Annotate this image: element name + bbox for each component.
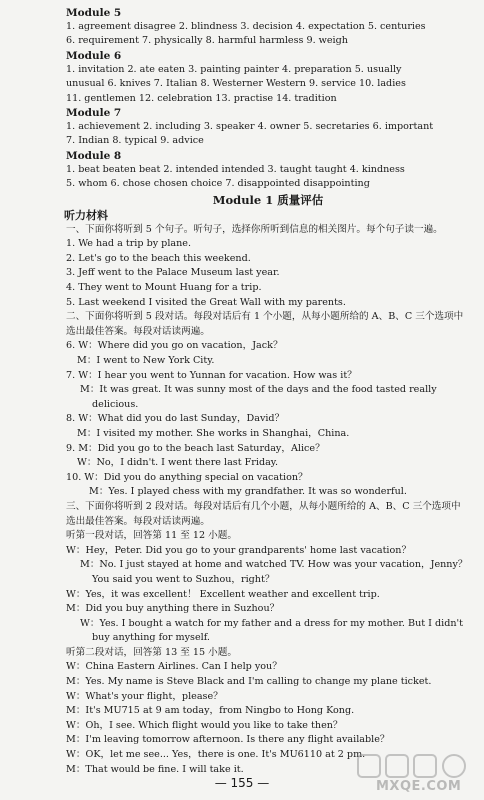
module-heading: Module 8 <box>66 149 122 162</box>
answer-line: unusual 6. knives 7. Italian 8. Westerner Western 9. service 10. ladies <box>66 78 406 90</box>
dialogue-line: 10. W：Did you do anything special on vacation？ <box>66 471 308 483</box>
dialogue-line: 9. M：Did you go to the beach last Saturday，Alice？ <box>66 442 325 454</box>
answer-line: 11. gentlemen 12. celebration 13. practise 14. tradition <box>66 92 337 104</box>
listening-sentence: 5. Last weekend I visited the Great Wall with my parents. <box>66 296 346 308</box>
watermark-logo <box>354 752 474 794</box>
part2-instructions: 二、下面你将听到 5 段对话。每段对话后有 1 个小题，从每小题所给的 A、B、C 三个选项中选出最佳答案。每段对话读两遍。 <box>66 311 464 337</box>
listening-heading: 听力材料 <box>64 208 108 222</box>
dialogue-line: M：Yes. My name is Steve Black and I'm calling to change my plane ticket. <box>66 676 432 688</box>
dialogue-line: W：Oh，I see. Which flight would you like to take then？ <box>66 719 343 731</box>
dialogue-line: W：No，I didn't. I went there last Friday. <box>77 457 278 469</box>
module-7-block <box>66 107 470 149</box>
answer-line: 7. Indian 8. typical 9. advice <box>66 135 204 147</box>
dialogue-line: W：Hey，Peter. Did you go to your grandparents' home last vacation？ <box>66 544 412 556</box>
answer-line: 1. agreement disagree 2. blindness 3. decision 4. expectation 5. centuries <box>66 21 426 32</box>
dialogue-line: M：Yes. I played chess with my grandfather. It was so wonderful. <box>89 486 407 498</box>
answer-line: 1. achievement 2. including 3. speaker 4. owner 5. secretaries 6. important <box>66 121 434 133</box>
module-heading: Module 5 <box>66 7 122 19</box>
dialogue-line: M：That would be fine. I will take it. <box>66 763 244 775</box>
dialogue-line: M：Did you buy anything there in Suzhou？ <box>66 603 280 615</box>
part3-instructions: 三、下面你将听到 2 段对话。每段对话后有几个小题，从每小题所给的 A、B、C 三个选项中选出最佳答案。每段对话读两遍。 <box>66 500 461 527</box>
dialogue-line: W：Yes. I bought a watch for my father and a dress for my mother. But I didn't buy anything for myself. <box>80 617 464 644</box>
module-8-block <box>66 150 470 192</box>
answer-line: 5. whom 6. chose chosen choice 7. disappointed disappointing <box>66 178 370 190</box>
dialogue-line: M：It's MU715 at 9 am today，from Ningbo to Hong Kong. <box>66 705 355 717</box>
listening-sentence: 1. We had a trip by plane. <box>66 238 192 250</box>
page-number: — 155 — <box>214 776 270 790</box>
module-5-block <box>66 7 470 49</box>
dialogue-line: M：It was great. It was sunny most of the days and the food tasted really delicious. <box>80 384 437 410</box>
answer-line: 6. requirement 7. physically 8. harmful harmless 9. weigh <box>66 35 348 47</box>
watermark-text: MXQE.COM <box>376 779 462 794</box>
dialogue-line: M：I went to New York City. <box>77 355 215 366</box>
dialogue-line: W：What's your flight，please？ <box>66 690 223 702</box>
answer-line: 1. invitation 2. ate eaten 3. painting painter 4. preparation 5. usually <box>66 63 402 75</box>
listening-sentence: 4. They went to Mount Huang for a trip. <box>66 282 262 294</box>
dialogue-line: M：No. I just stayed at home and watched TV. How was your vacation，Jenny？You said you went to Suzhou，right？ <box>80 559 468 585</box>
module-6-block <box>66 50 470 106</box>
module-heading: Module 7 <box>66 107 122 120</box>
part1-instructions: 一、下面你将听到 5 个句子。听句子，选择你所听到信息的相关图片。每个句子读一遍。 <box>66 223 443 235</box>
listening-sentence: 3. Jeff went to the Palace Museum last year. <box>66 267 280 279</box>
dialogue-line: W：OK，let me see... Yes，there is one. It's MU6110 at 2 pm. <box>66 749 366 761</box>
dialogue-line: 8. W：What did you do last Sunday，David？ <box>66 413 285 425</box>
dialogue-line: W：China Eastern Airlines. Can I help you？ <box>66 661 282 673</box>
watermark-icon <box>354 752 474 782</box>
listening-sentence: 2. Let's go to the beach this weekend. <box>66 252 251 264</box>
module-heading: Module 6 <box>66 49 122 62</box>
dialogue-line: M：I visited my mother. She works in Shanghai，China. <box>77 427 350 439</box>
dialogue-heading: 听第二段对话，回答第 13 至 15 小题。 <box>66 646 237 658</box>
dialogue-line: M：I'm leaving tomorrow afternoon. Is there any flight available？ <box>66 734 390 746</box>
dialogue-line: 6. W：Where did you go on vacation，Jack？ <box>66 340 283 352</box>
dialogue-line: 7. W：I hear you went to Yunnan for vacation. How was it？ <box>66 369 357 381</box>
dialogue-line: W：Yes，it was excellent！ Excellent weather and excellent trip. <box>66 588 380 600</box>
section-title: Module 1 质量评估 <box>212 192 324 207</box>
dialogue-heading: 听第一段对话，回答第 11 至 12 小题。 <box>66 530 237 542</box>
answer-line: 1. beat beaten beat 2. intended intended 3. taught taught 4. kindness <box>66 163 405 175</box>
